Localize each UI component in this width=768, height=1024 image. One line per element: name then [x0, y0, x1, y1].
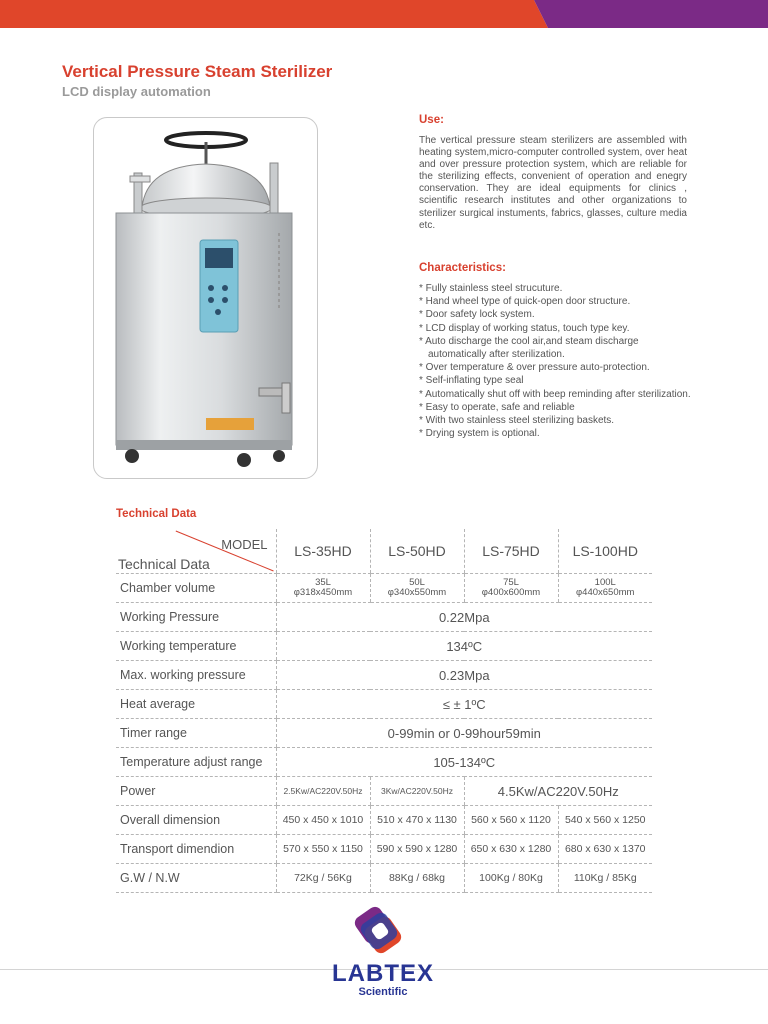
- list-item: * Automatically shut off with beep reminding after sterilization.: [419, 388, 691, 400]
- chamber-volume: 100L: [594, 577, 616, 588]
- table-cell: [464, 574, 558, 603]
- logo-subtext: Scientific: [358, 986, 408, 998]
- technical-data-heading: Technical Data: [116, 508, 197, 520]
- technical-data-table: [116, 529, 652, 893]
- logo-wordmark: LABTEX: [332, 960, 434, 987]
- chamber-dimension: φ440x650mm: [576, 587, 635, 598]
- row-label: Chamber volume: [116, 574, 276, 603]
- row-label: Working temperature: [116, 632, 276, 661]
- labtex-logo-icon: [340, 902, 420, 962]
- characteristics-list: [419, 282, 699, 440]
- list-item: * Hand wheel type of quick-open door structure.: [419, 296, 631, 308]
- row-label: Transport dimendion: [116, 835, 276, 864]
- table-row: [116, 574, 652, 603]
- table-row: [116, 777, 652, 806]
- table-cell: 4.5Kw/AC220V.50Hz: [464, 777, 652, 806]
- list-item: * Auto discharge the cool air,and steam discharge automatically after sterilization.: [419, 335, 639, 361]
- use-heading: Use:: [419, 114, 444, 126]
- corner-tech-label: Technical Data: [118, 556, 210, 572]
- table-cell: 0-99min or 0-99hour59min: [276, 719, 652, 748]
- table-cell: 2.5Kw/AC220V.50Hz: [276, 777, 370, 806]
- table-cell: 590 x 590 x 1280: [370, 835, 464, 864]
- model-header: LS-100HD: [558, 529, 652, 574]
- list-item: * Door safety lock system.: [419, 309, 535, 321]
- table-row: [116, 864, 652, 893]
- table-row: [116, 806, 652, 835]
- list-item: * LCD display of working status, touch type key.: [419, 322, 630, 334]
- list-item: * Drying system is optional.: [419, 428, 540, 440]
- chamber-dimension: φ318x450mm: [293, 587, 353, 598]
- table-cell: 650 x 630 x 1280: [464, 835, 558, 864]
- table-row: [116, 632, 652, 661]
- use-description: The vertical pressure steam sterilizers are assembled with heating system,micro-computer controlled system, over heat and over pressure protection system, which are reliable for the sterilizing effects, convenient of operation and enegry conservation. They are ideal equipments for clinics , scientific research institutes and other organizations to sterilizer surgical instuments, fabrics, glasses, culture media etc.: [419, 135, 687, 231]
- table-row: [116, 835, 652, 864]
- chamber-dimension: φ400x600mm: [481, 587, 541, 598]
- row-label: Working Pressure: [116, 603, 276, 632]
- table-cell: 3Kw/AC220V.50Hz: [370, 777, 464, 806]
- list-item: * Over temperature & over pressure auto-protection.: [419, 362, 650, 374]
- table-cell: 570 x 550 x 1150: [276, 835, 370, 864]
- table-cell: 450 x 450 x 1010: [276, 806, 370, 835]
- table-cell: 100Kg / 80Kg: [464, 864, 558, 893]
- table-cell: [558, 574, 652, 603]
- page-subtitle: LCD display automation: [62, 84, 211, 99]
- table-cell: 88Kg / 68kg: [370, 864, 464, 893]
- header-color-band: [0, 0, 768, 28]
- table-cell: 560 x 560 x 1120: [464, 806, 558, 835]
- table-cell: ≤ ± 1ºC: [276, 690, 652, 719]
- row-label: Power: [116, 777, 276, 806]
- chamber-volume: 35L: [315, 577, 331, 588]
- model-header: LS-75HD: [464, 529, 558, 574]
- table-row: [116, 661, 652, 690]
- list-item: * Self-inflating type seal: [419, 375, 524, 387]
- table-cell: 680 x 630 x 1370: [558, 835, 652, 864]
- table-cell: 0.22Mpa: [276, 603, 652, 632]
- table-corner-cell: [116, 529, 276, 574]
- list-item: * Fully stainless steel strucuture.: [419, 283, 563, 294]
- table-cell: 540 x 560 x 1250: [558, 806, 652, 835]
- row-label: Max. working pressure: [116, 661, 276, 690]
- chamber-volume: 50L: [409, 577, 425, 588]
- row-label: Heat average: [116, 690, 276, 719]
- list-item: * With two stainless steel sterilizing baskets.: [419, 415, 615, 427]
- model-header: LS-35HD: [276, 529, 370, 574]
- table-cell: [276, 574, 370, 603]
- row-label: Temperature adjust range: [116, 748, 276, 777]
- table-row: [116, 748, 652, 777]
- table-row: [116, 719, 652, 748]
- row-label: G.W / N.W: [116, 864, 276, 893]
- table-row: [116, 603, 652, 632]
- table-cell: [370, 574, 464, 603]
- chamber-volume: 75L: [503, 577, 519, 588]
- table-cell: 72Kg / 56Kg: [276, 864, 370, 893]
- table-cell: 134ºC: [276, 632, 652, 661]
- characteristics-heading: Characteristics:: [419, 262, 506, 274]
- steam-sterilizer-illustration: [94, 118, 317, 478]
- table-cell: 110Kg / 85Kg: [558, 864, 652, 893]
- table-header-row: [116, 529, 652, 574]
- row-label: Overall dimension: [116, 806, 276, 835]
- table-cell: 0.23Mpa: [276, 661, 652, 690]
- list-item: * Easy to operate, safe and reliable: [419, 401, 575, 413]
- table-row: [116, 690, 652, 719]
- model-header: LS-50HD: [370, 529, 464, 574]
- corner-model-label: MODEL: [221, 537, 268, 552]
- product-image-frame: [93, 117, 318, 479]
- table-cell: 510 x 470 x 1130: [370, 806, 464, 835]
- table-cell: 105-134ºC: [276, 748, 652, 777]
- row-label: Timer range: [116, 719, 276, 748]
- chamber-dimension: φ340x550mm: [387, 587, 447, 598]
- page-title: Vertical Pressure Steam Sterilizer: [62, 62, 333, 81]
